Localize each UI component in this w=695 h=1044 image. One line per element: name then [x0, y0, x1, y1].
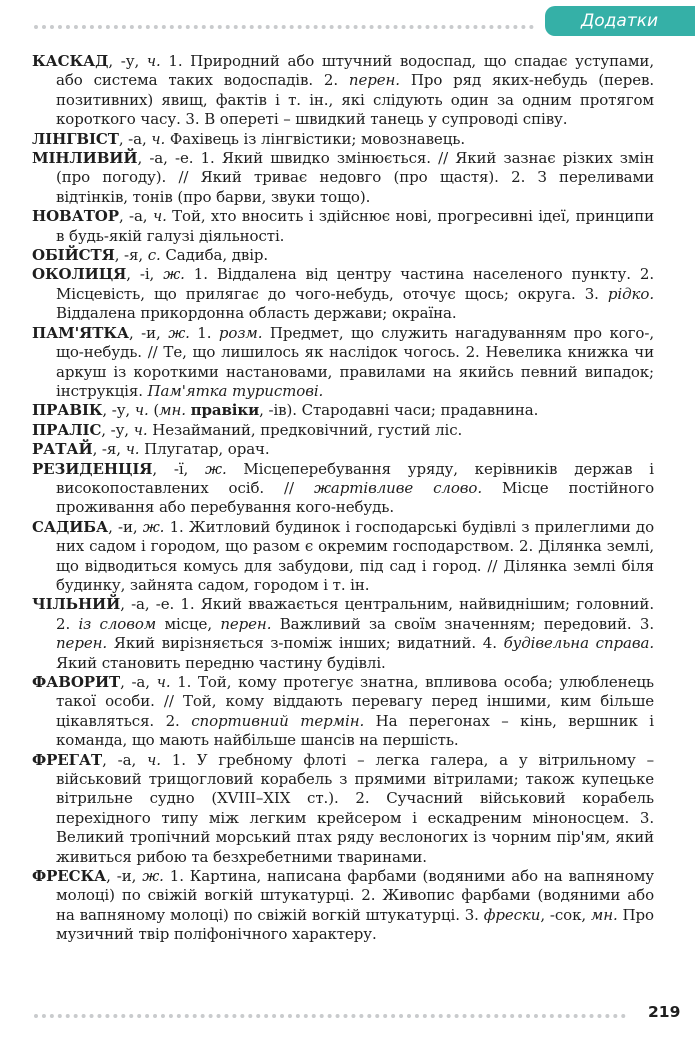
- definition-text: , -и,: [106, 867, 143, 886]
- definition-text: , -а,: [102, 750, 148, 769]
- headword: ФРЕГАТ: [32, 750, 103, 769]
- definition-text: Про ряд яких-небудь (перев. позитивних) явищ, фактів і т. ін., які слідують один за одним протягом короткого часу. 3. В опереті – швидкий танець у супроводі співу.: [56, 71, 654, 129]
- definition-text: Місцеперебування уряду, керівників держав і високопоставлених осіб. //: [56, 459, 654, 497]
- italic-label: із словом: [78, 614, 157, 633]
- glossary-entry-kaskad: [32, 52, 654, 130]
- headword: ФАВОРИТ: [32, 673, 121, 691]
- definition-text: Незайманий, предковічний, густий ліс.: [147, 420, 463, 439]
- italic-label: ч.: [146, 52, 161, 70]
- italic-label: розм.: [218, 323, 263, 342]
- italic-label: мн.: [590, 905, 618, 924]
- definition-text: 1. Віддалена від центру частина населеного пункту. 2. Місцевість, що прилягає до чого-небудь, оточує щось; округа. 3.: [56, 265, 654, 303]
- definition-text: , -я,: [114, 246, 148, 265]
- italic-label: ч.: [147, 750, 161, 769]
- definition-text: 1. Той, кому протегує знатна, впливова особа; улюбленець такої особи. // Той, кому віддають перевагу перед іншими, ким більше цікавляться. 2.: [56, 673, 654, 730]
- definition-text: , -у,: [108, 52, 147, 70]
- italic-label: перен.: [56, 634, 108, 653]
- glossary-entry-pralis: [32, 421, 654, 440]
- definition-text: На перегонах – кінь, вершник і команда, що мають найбільше шансів на першість.: [56, 711, 654, 750]
- headword: ЛІНГВІСТ: [32, 129, 119, 148]
- italic-label: перен.: [348, 71, 400, 90]
- bottom-dotted-rule: [34, 1014, 626, 1018]
- headword: РЕЗИДЕНЦІЯ: [32, 459, 153, 478]
- definition-text: 1. У гребному флоті – легка галера, а у вітрильному – військовий трищогловий корабель з прямими вітрилами; також купецьке вітрильне судно (XVIII–XIX ст.). 2. Сучасний військовий корабель перехідного типу між легким крейсером і ескадреним міноносцем. 3. Великий тропічний морський птах ряду веслоногих із чорним пір'ям, який живиться рибою та безхребетними тваринами.: [56, 750, 655, 866]
- definition-text: , -а,: [118, 129, 152, 148]
- glossary-entry-pamiatka: [32, 324, 654, 402]
- italic-label: жартівливе слово.: [313, 478, 483, 497]
- definition-text: 1. Природний або штучний водоспад, що спадає уступами, або система таких водоспадів. 2.: [56, 52, 654, 90]
- headword: ОБІЙСТЯ: [32, 246, 115, 265]
- definition-text: , -сок,: [540, 905, 591, 924]
- page-number: 219: [648, 1003, 681, 1021]
- italic-label: Пам'ятка туристові.: [147, 381, 324, 400]
- bold-form: правіки: [190, 401, 260, 420]
- italic-label: ч.: [152, 207, 167, 226]
- definition-text: Фахівець із лінгвістики; мовознавець.: [165, 129, 465, 148]
- definition-text: Який вирізняється з-поміж інших; видатний. 4.: [107, 634, 504, 653]
- glossary-entry-linhvist: [32, 130, 654, 149]
- italic-label: с.: [147, 246, 161, 265]
- section-tab: [545, 6, 695, 36]
- definition-text: , -а, -е. 1. Який швидко змінюється. // Який зазнає різких змін (про погоду). // Який триває недовго (про щастя). 2. З переливами відтінків, тонів (про барви, звуки тощо).: [56, 149, 654, 206]
- glossary-entry-pravik: [32, 401, 654, 420]
- glossary-entry-mynlyvyi: [32, 149, 654, 207]
- definition-text: Про музичний твір поліфонічного характеру.: [56, 905, 654, 944]
- italic-label: ж.: [163, 265, 185, 284]
- headword: ЧІЛЬНИЙ: [32, 595, 121, 614]
- definition-text: 1. Житловий будинок і господарські будівлі з прилеглими до них садом і городом, що разом є окремим господарством. 2. Ділянка землі, що відводиться комусь для забудови, під сад і город. // Ділянка землі біля будинку, зайнята садом, городом і т. ін.: [56, 517, 654, 594]
- italic-label: фрески: [483, 905, 541, 924]
- glossary-entry-freska: [32, 867, 654, 945]
- headword: КАСКАД: [32, 52, 109, 70]
- glossary-entry-okolytsia: [32, 265, 654, 323]
- glossary-entry-sadyba: [32, 518, 654, 596]
- italic-label: перен.: [220, 614, 272, 633]
- definition-text: 1. Картина, написана фарбами (водяними або на вапняному молоці) по свіжій вогкій штукатурці. 2. Живопис фарбами (водяними або на вапняному молоці) по свіжій вогкій штукатурці. 3.: [56, 867, 654, 924]
- definition-text: , -і,: [126, 265, 164, 284]
- italic-label: будівельна справа.: [503, 634, 654, 653]
- glossary-entry-favoryt: [32, 673, 654, 751]
- italic-label: ч.: [125, 440, 140, 459]
- italic-label: мн.: [159, 401, 186, 420]
- headword: РАТАЙ: [32, 440, 93, 459]
- italic-label: ж.: [168, 323, 190, 342]
- section-tab-label: Додатки: [581, 11, 659, 31]
- headword: САДИБА: [32, 517, 109, 536]
- definition-text: , -я,: [92, 440, 126, 459]
- glossary-entry-obiistia: [32, 246, 654, 265]
- definition-text: Предмет, що служить нагадуванням про кого-, що-небудь. // Те, що лишилось як наслідок чогось. 2. Невелика книжка чи аркуш із короткими настановами, правилами на якийсь певний випадок; інструкція.: [56, 323, 654, 400]
- definition-text: , -у,: [101, 420, 134, 439]
- italic-label: ж.: [142, 867, 164, 886]
- definition-text: місце,: [156, 614, 221, 633]
- definition-text: 1.: [189, 323, 219, 342]
- definition-text: Місце постійного проживання або перебування кого-небудь.: [56, 478, 655, 517]
- headword: ФРЕСКА: [32, 867, 107, 886]
- definition-text: Садиба, двір.: [160, 246, 269, 265]
- glossary-entry-frehat: [32, 751, 654, 867]
- definition-text: Важливий за своїм значенням; передовий. 3.: [271, 614, 655, 633]
- definition-text: Плугатар, орач.: [139, 440, 270, 459]
- headword: ОКОЛИЦЯ: [32, 265, 127, 284]
- definition-text: Який становить передню частину будівлі.: [56, 653, 386, 672]
- definition-text: , -и,: [129, 323, 169, 342]
- headword: ПРАЛІС: [32, 420, 102, 439]
- definition-text: , -а, -е. 1. Який вважається центральним, найвиднішим; головний. 2.: [56, 595, 654, 633]
- italic-label: ч.: [156, 673, 171, 691]
- definition-text: , -а,: [118, 207, 153, 226]
- italic-label: рідко.: [607, 284, 654, 303]
- glossary-entry-rezydentsiia: [32, 460, 654, 518]
- italic-label: ж.: [142, 517, 165, 536]
- italic-label: ч.: [151, 129, 166, 148]
- italic-label: ч.: [134, 401, 149, 420]
- headword: ПАМ'ЯТКА: [32, 323, 130, 342]
- definition-text: Той, хто вносить і здійснює нові, прогресивні ідеї, принципи в будь-якій галузі діяльності.: [56, 207, 655, 245]
- headword: НОВАТОР: [32, 207, 119, 226]
- headword: МІНЛИВИЙ: [32, 149, 138, 168]
- definition-text: , -а,: [120, 673, 157, 691]
- italic-label: ж.: [205, 459, 227, 478]
- definition-text: , -ї,: [152, 459, 205, 478]
- definition-text: Віддалена прикордонна область держави; окраїна.: [56, 304, 457, 323]
- definition-text: (: [148, 401, 160, 420]
- headword: ПРАВІК: [32, 401, 103, 420]
- glossary-entries: [32, 52, 654, 945]
- top-dotted-rule: [34, 25, 534, 29]
- italic-label: ч.: [133, 420, 148, 439]
- definition-text: , -и,: [108, 517, 143, 536]
- glossary-entry-ratai: [32, 440, 654, 459]
- italic-label: спортивний термін.: [191, 711, 365, 730]
- glossary-entry-novator: [32, 207, 654, 246]
- definition-text: , -ів). Стародавні часи; прадавнина.: [259, 401, 539, 420]
- glossary-entry-chilnyi: [32, 595, 654, 673]
- definition-text: , -у,: [102, 401, 135, 420]
